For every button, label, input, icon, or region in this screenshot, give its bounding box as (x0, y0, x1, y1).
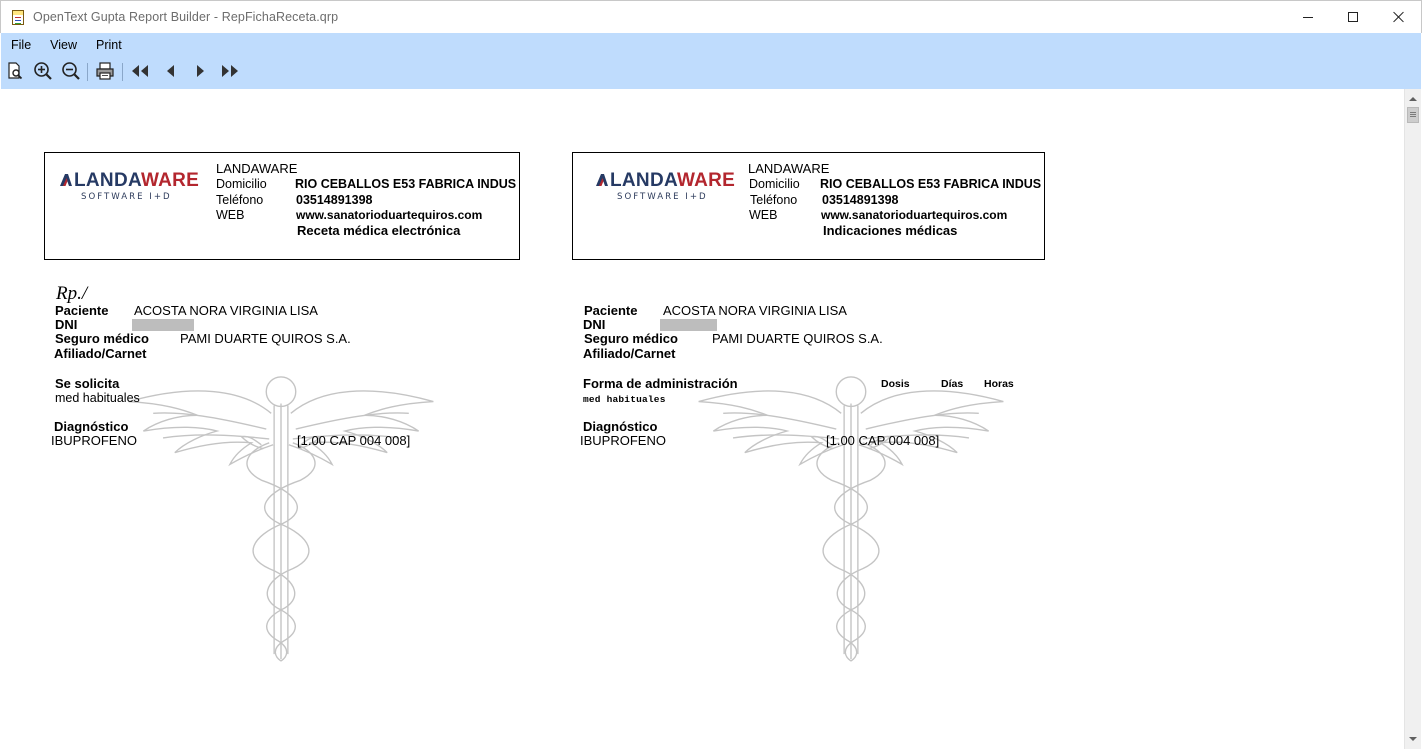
seguro-value: PAMI DUARTE QUIROS S.A. (712, 331, 883, 346)
horas-label: Horas (984, 378, 1014, 390)
company-name: LANDAWARE (216, 161, 298, 176)
landaware-logo (58, 170, 198, 206)
next-page-button[interactable] (188, 59, 212, 83)
dni-label: DNI (55, 317, 78, 332)
seguro-label: Seguro médico (55, 331, 149, 346)
report-preview[interactable] (1, 89, 1404, 749)
zoom-out-button[interactable] (59, 59, 83, 83)
se-solicita-label: Se solicita (55, 376, 120, 391)
logo-ware-text: WARE (676, 170, 736, 191)
paciente-value: ACOSTA NORA VIRGINIA LISA (663, 303, 847, 318)
landaware-logo (594, 170, 734, 206)
logo-subtitle: SOFTWARE I+D (81, 192, 172, 202)
telefono-label: Teléfono (216, 193, 264, 207)
telefono-label: Teléfono (750, 193, 798, 207)
vertical-scrollbar[interactable] (1404, 89, 1421, 749)
domicilio-label: Domicilio (749, 177, 800, 191)
web-label: WEB (749, 208, 778, 222)
toolbar-separator (122, 63, 123, 81)
app-icon (12, 10, 24, 25)
logo-ware-text: WARE (140, 170, 200, 191)
chevron-down-icon (1409, 737, 1417, 741)
rp-symbol: Rp./ (56, 283, 88, 304)
menu-print[interactable]: Print (96, 38, 122, 52)
dias-label: Días (941, 378, 964, 390)
title-bar (0, 0, 1422, 33)
receta-panel (1, 89, 531, 689)
logo-wordmark (610, 170, 735, 192)
next-page-icon (194, 64, 206, 78)
scroll-thumb[interactable] (1407, 107, 1419, 123)
logo-land-text: LANDA (610, 170, 677, 191)
last-page-icon (219, 64, 241, 78)
telefono-value: 03514891398 (822, 193, 899, 207)
logo-mark-icon (59, 173, 73, 187)
receta-header-box (44, 152, 520, 260)
window-title: OpenText Gupta Report Builder - RepFichaReceta.qrp (33, 10, 339, 24)
web-value: www.sanatorioduartequiros.com (821, 208, 1008, 222)
domicilio-value: RIO CEBALLOS E53 FABRICA INDUS (820, 177, 1042, 191)
previous-page-button[interactable] (159, 59, 183, 83)
domicilio-value: RIO CEBALLOS E53 FABRICA INDUS (295, 177, 517, 191)
close-icon (1393, 11, 1405, 23)
paciente-label: Paciente (55, 303, 109, 318)
first-page-icon (129, 64, 151, 78)
diagnostico-label: Diagnóstico (54, 419, 129, 434)
dni-label: DNI (583, 317, 606, 332)
toolbar-separator (87, 63, 88, 81)
indicaciones-panel (529, 89, 1059, 689)
caduceus-watermark (691, 374, 1011, 664)
logo-mark-icon (595, 173, 609, 187)
diagnostico-code: [1.00 CAP 004 008] (297, 433, 411, 448)
paciente-label: Paciente (584, 303, 638, 318)
diagnostico-value: IBUPROFENO (51, 433, 137, 448)
maximize-button[interactable] (1330, 1, 1376, 33)
menu-bar (1, 33, 131, 57)
maximize-icon (1348, 12, 1358, 22)
print-button[interactable] (93, 59, 117, 83)
caduceus-watermark (121, 374, 441, 664)
web-label: WEB (216, 208, 245, 222)
menu-file[interactable]: File (11, 38, 32, 52)
logo-subtitle: SOFTWARE I+D (617, 192, 708, 202)
page-preview-icon (6, 62, 24, 80)
telefono-value: 03514891398 (296, 193, 373, 207)
diagnostico-value: IBUPROFENO (580, 433, 666, 448)
menu-toolbar-band (1, 33, 1421, 89)
close-button[interactable] (1376, 1, 1422, 33)
company-name: LANDAWARE (748, 161, 830, 176)
first-page-button[interactable] (128, 59, 152, 83)
seguro-value: PAMI DUARTE QUIROS S.A. (180, 331, 351, 346)
logo-wordmark (74, 170, 199, 192)
zoom-in-button[interactable] (31, 59, 55, 83)
chevron-up-icon (1409, 97, 1417, 101)
menu-view[interactable]: View (50, 38, 78, 52)
diagnostico-code: [1.00 CAP 004 008] (826, 433, 940, 448)
previous-page-icon (165, 64, 177, 78)
dni-redacted-value (660, 319, 717, 331)
seguro-label: Seguro médico (584, 331, 678, 346)
page-preview-button[interactable] (3, 59, 27, 83)
domicilio-label: Domicilio (216, 177, 267, 191)
dosis-label: Dosis (881, 378, 910, 390)
afiliado-label: Afiliado/Carnet (54, 346, 147, 361)
web-value: www.sanatorioduartequiros.com (296, 208, 483, 222)
last-page-button[interactable] (218, 59, 242, 83)
zoom-in-icon (33, 61, 53, 81)
minimize-icon (1303, 17, 1313, 18)
afiliado-label: Afiliado/Carnet (583, 346, 676, 361)
se-solicita-value: med habituales (55, 391, 140, 405)
forma-administracion-value: med habituales (583, 394, 666, 405)
diagnostico-label: Diagnóstico (583, 419, 658, 434)
paciente-value: ACOSTA NORA VIRGINIA LISA (134, 303, 318, 318)
forma-administracion-label: Forma de administración (583, 376, 738, 391)
printer-icon (95, 62, 115, 80)
scroll-down-button[interactable] (1405, 731, 1421, 747)
toolbar (1, 59, 261, 85)
dni-redacted-value (132, 319, 194, 331)
report-title: Indicaciones médicas (823, 223, 958, 238)
scroll-up-button[interactable] (1405, 91, 1421, 107)
indicaciones-header-box (572, 152, 1045, 260)
minimize-button[interactable] (1285, 1, 1331, 33)
zoom-out-icon (61, 61, 81, 81)
report-title: Receta médica electrónica (297, 223, 461, 238)
logo-land-text: LANDA (74, 170, 141, 191)
